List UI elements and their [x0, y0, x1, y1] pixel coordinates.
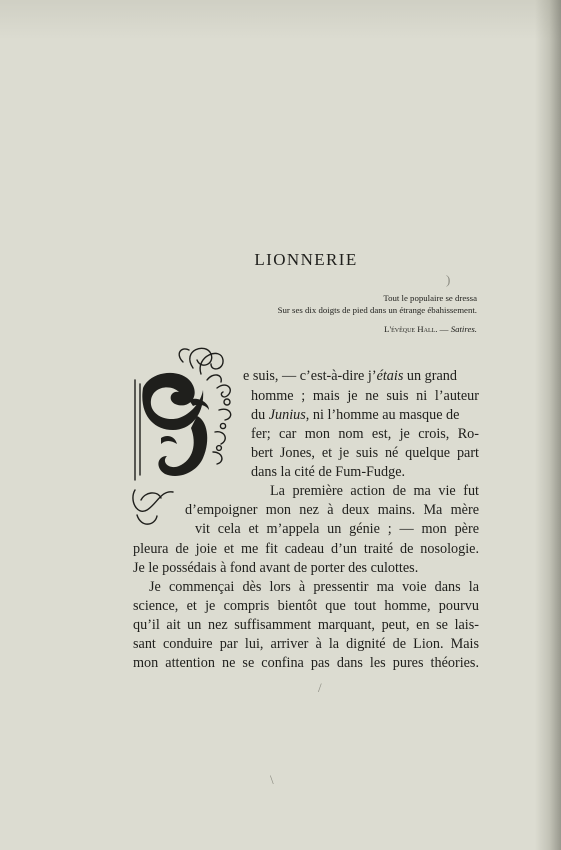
chapter-title: LIONNERIE	[254, 250, 358, 269]
body-line-13: science, et je compris bientôt que tout homme, pourvu	[133, 598, 479, 614]
epigraph-author: L'évêque Hall.	[384, 324, 438, 334]
body-line-8: d’empoigner mon nez à deux mains. Ma mère	[185, 502, 479, 518]
body-line-5: bert Jones, et je suis né quelque part	[251, 445, 479, 461]
page-top-shade	[0, 0, 561, 40]
pencil-mark: \	[270, 772, 274, 787]
epigraph	[278, 292, 477, 335]
body-line-7: La première action de ma vie fut	[270, 483, 479, 499]
body-line-6: dans la cité de Fum-Fudge.	[251, 464, 406, 480]
body-line-12: Je commençai dès lors à pressentir ma voie dans la	[149, 579, 479, 595]
body-line-1-start: e suis, — c’est-à-dire j’	[243, 368, 377, 384]
body-line-16: mon attention ne se confina pas dans les pures théories.	[133, 655, 479, 671]
pencil-mark: )	[446, 272, 451, 287]
body-line-3	[251, 406, 479, 425]
body-line-4: fer; car mon nom est, je crois, Ro-	[251, 426, 479, 442]
body-line-2: homme ; mais je ne suis ni l’auteur	[251, 388, 479, 404]
body-line-11: Je le possédais à fond avant de porter des culottes.	[133, 560, 419, 576]
body-line-9: vit cela et m’appela un génie ; — mon père	[195, 521, 479, 537]
page-edge-shadow	[535, 0, 561, 850]
epigraph-work: Satires.	[450, 324, 477, 334]
epigraph-dash: —	[437, 324, 451, 334]
body-line-1-end: un grand	[403, 368, 457, 384]
body-line-1-italic: étais	[376, 368, 404, 384]
epigraph-source	[278, 323, 477, 335]
epigraph-line-1: Tout le populaire se dressa	[383, 293, 477, 303]
body-line-1	[243, 367, 479, 386]
body-line-3-start: du	[251, 407, 269, 423]
epigraph-line-2: Sur ses dix doigts de pied dans un étrange ébahissement.	[277, 305, 477, 315]
body-line-15: sant conduire par lui, arriver à la dignité de Lion. Mais	[133, 636, 479, 652]
body-line-3-italic: Junius	[268, 407, 306, 423]
pencil-mark: /	[318, 680, 322, 695]
body-line-10: pleura de joie et me fit cadeau d’un traité de nosologie.	[133, 541, 479, 557]
body-line-14: qu’il ait un nez suffisamment marquant, peut, en se lais-	[133, 617, 479, 633]
body-line-3-end: , ni l’homme au masque de	[305, 407, 460, 423]
